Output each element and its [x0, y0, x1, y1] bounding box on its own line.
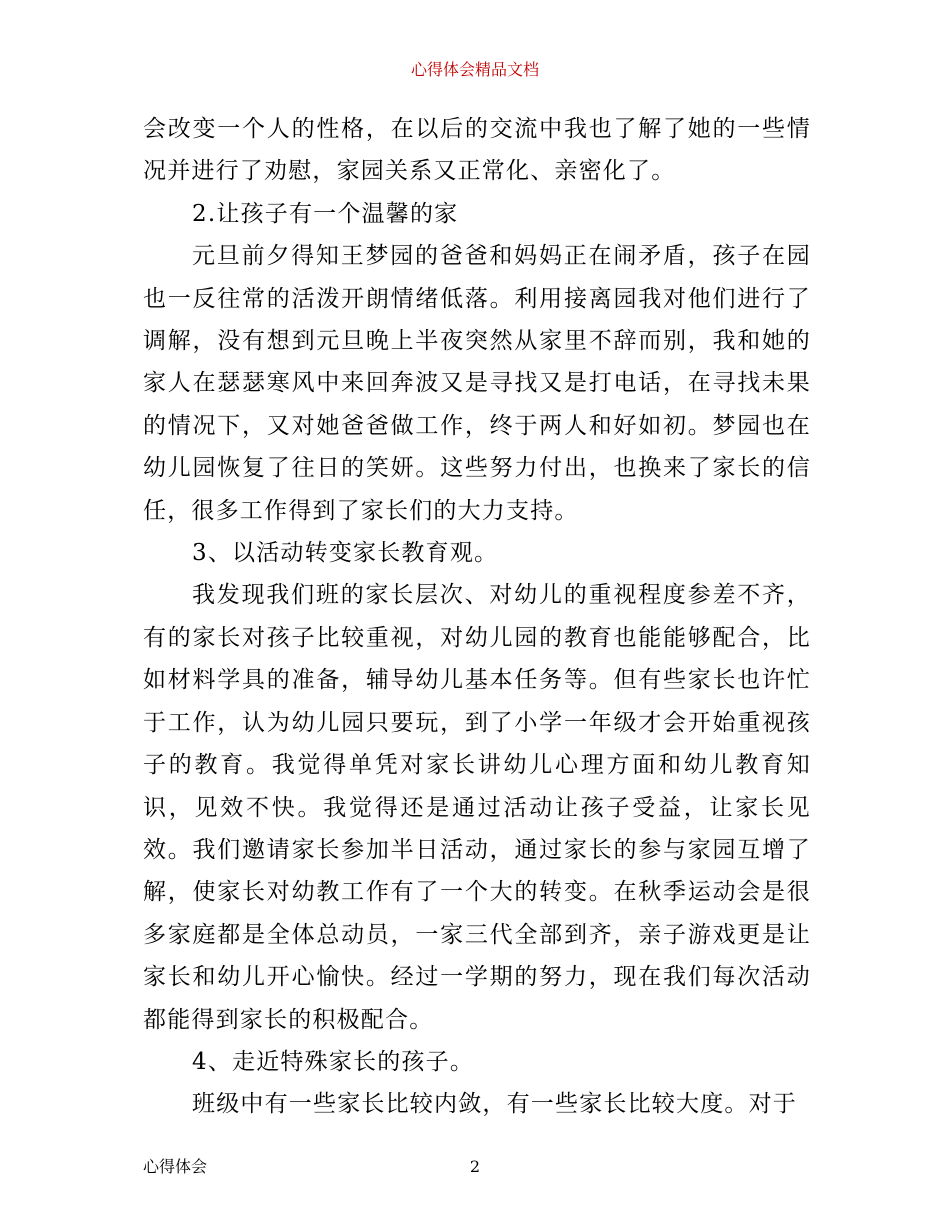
paragraph: 班级中有一些家长比较内敛，有一些家长比较大度。对于 — [192, 1091, 797, 1118]
page-number: 2 — [469, 1157, 481, 1176]
paragraph: 会改变一个人的性格，在以后的交流中我也了解了她的一些情况并进行了劝慰，家园关系又正常化、亲密化了。 — [143, 116, 811, 185]
section-heading: 4、走近特殊家长的孩子。 — [192, 1048, 475, 1075]
section-heading: 3、以活动转变家长教育观。 — [192, 540, 499, 567]
footer-label: 心得体会 — [143, 1157, 208, 1176]
document-body — [143, 108, 811, 1126]
paragraph: 元旦前夕得知王梦园的爸爸和妈妈正在闹矛盾，孩子在园也一反往常的活泼开朗情绪低落。利用接离园我对他们进行了调解，没有想到元旦晚上半夜突然从家里不辞而别，我和她的家人在瑟瑟寒风中来回奔波又是寻找又是打电话，在寻找未果的情况下，又对她爸爸做工作，终于两人和好如初。梦园也在幼儿园恢复了往日的笑妍。这些努力付出，也换来了家长的信任，很多工作得到了家长们的大力支持。 — [143, 243, 811, 524]
page-header-title: 心得体会精品文档 — [410, 60, 539, 79]
section-heading: 2.让孩子有一个温馨的家 — [192, 200, 459, 227]
paragraph: 我发现我们班的家长层次、对幼儿的重视程度参差不齐，有的家长对孩子比较重视，对幼儿园的教育也能能够配合，比如材料学具的准备，辅导幼儿基本任务等。但有些家长也许忙于工作，认为幼儿园只要玩，到了小学一年级才会开始重视孩子的教育。我觉得单凭对家长讲幼儿心理方面和幼儿教育知识，见效不快。我觉得还是通过活动让孩子受益，让家长见效。我们邀请家长参加半日活动，通过家长的参与家园互增了解，使家长对幼教工作有了一个大的转变。在秋季运动会是很多家庭都是全体总动员，一家三代全部到齐，亲子游戏更是让家长和幼儿开心愉快。经过一学期的努力，现在我们每次活动都能得到家长的积极配合。 — [143, 582, 811, 1033]
